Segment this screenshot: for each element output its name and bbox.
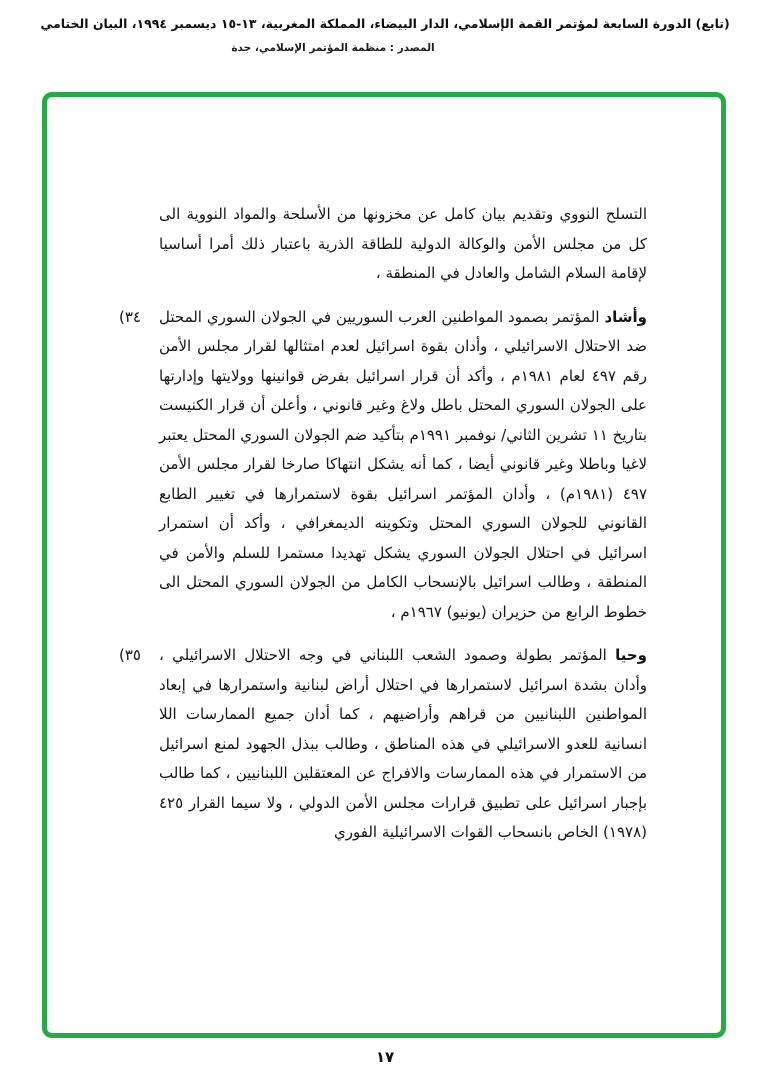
document-source: المصدر : منظمة المؤتمر الإسلامي، جدة xyxy=(231,42,435,54)
page-header xyxy=(0,16,770,54)
page-number: ١٧ xyxy=(375,1048,395,1066)
intro-paragraph: التسلح النووي وتقديم بيان كامل عن مخزونها من الأسلحة والمواد النووية الى كل من مجلس الأمن والوكالة الدولية للطاقة الذرية باعتبار ذلك أمرا أساسيا لإقامة السلام الشامل والعادل في المنطقة ، xyxy=(159,205,647,282)
paragraph-text: المؤتمر بطولة وصمود الشعب اللبناني في وجه الاحتلال الاسرائيلي ، وأدان بشدة اسرائيل لاستمرارها في احتلال أراض لبنانية واستمرارها في إبعاد المواطنين اللبنانيين من قراهم وأراضيهم ، كما أدان جميع الممارسات اللا انسانية للعدو الاسرائيلي في هذه المناطق ، وطالب ببذل الجهود لمنع اسرائيل من الاستمرار في هذه الممارسات والافراج عن المعتقلين اللبنانيين ، كما طالب بإجبار اسرائيل على تطبيق قرارات مجلس الأمن الدولي ، ولا سيما القرار ٤٢٥ (١٩٧٨) الخاص بانسحاب القوات الاسرائيلية الفوري xyxy=(159,646,647,841)
document-body xyxy=(119,200,648,862)
numbered-paragraph-34 xyxy=(119,303,648,628)
paragraph-number: (٣٥ xyxy=(119,646,141,664)
scan-border-frame xyxy=(42,92,726,1038)
paragraph-lead-word: وحيا xyxy=(615,646,647,664)
paragraph-lead-word: وأشاد xyxy=(604,307,647,326)
paragraph-text: المؤتمر بصمود المواطنين العرب السوريين في الجولان السوري المحتل ضد الاحتلال الاسرائيلي ، وأدان بقوة اسرائيل لعدم امتثالها لقرار مجلس الأمن رقم ٤٩٧ لعام ١٩٨١م ، وأكد أن قرار اسرائيل بفرض قوانينها وولايتها وإدارتها على الجولان السوري المحتل باطل ولاغ وغير قانوني ، وأعلن أن قرار الكنيست بتاريخ ١١ تشرين الثاني/ نوفمبر ١٩٩١م بتأكيد ضم الجولان السوري المحتل يعتبر لاغيا وباطلا وغير قانوني أيضا ، كما أنه يشكل انتهاكا صارخا لقرار مجلس الأمن ٤٩٧ (١٩٨١م) ، وأدان المؤتمر اسرائيل بقوة لاستمرارها في تغيير الطابع القانوني للجولان السوري المحتل وتكوينه الديمغرافي ، وأكد أن استمرار اسرائيل في احتلال الجولان السوري يشكل تهديدا مستمرا للسلم والأمن في المنطقة ، وطالب اسرائيل بالإنسحاب الكامل من الجولان السوري المحتل الى خطوط الرابع من حزيران (يونيو) ١٩٦٧م ، xyxy=(159,307,648,621)
document-title: (تابع) الدورة السابعة لمؤتمر القمة الإسلامي، الدار البيضاء، المملكة المغربية، ١٣-١٥ ديسمبر ١٩٩٤، البيان الختامي xyxy=(40,16,730,31)
paragraph-number: (٣٤ xyxy=(119,307,141,326)
numbered-paragraph-35 xyxy=(119,641,647,848)
